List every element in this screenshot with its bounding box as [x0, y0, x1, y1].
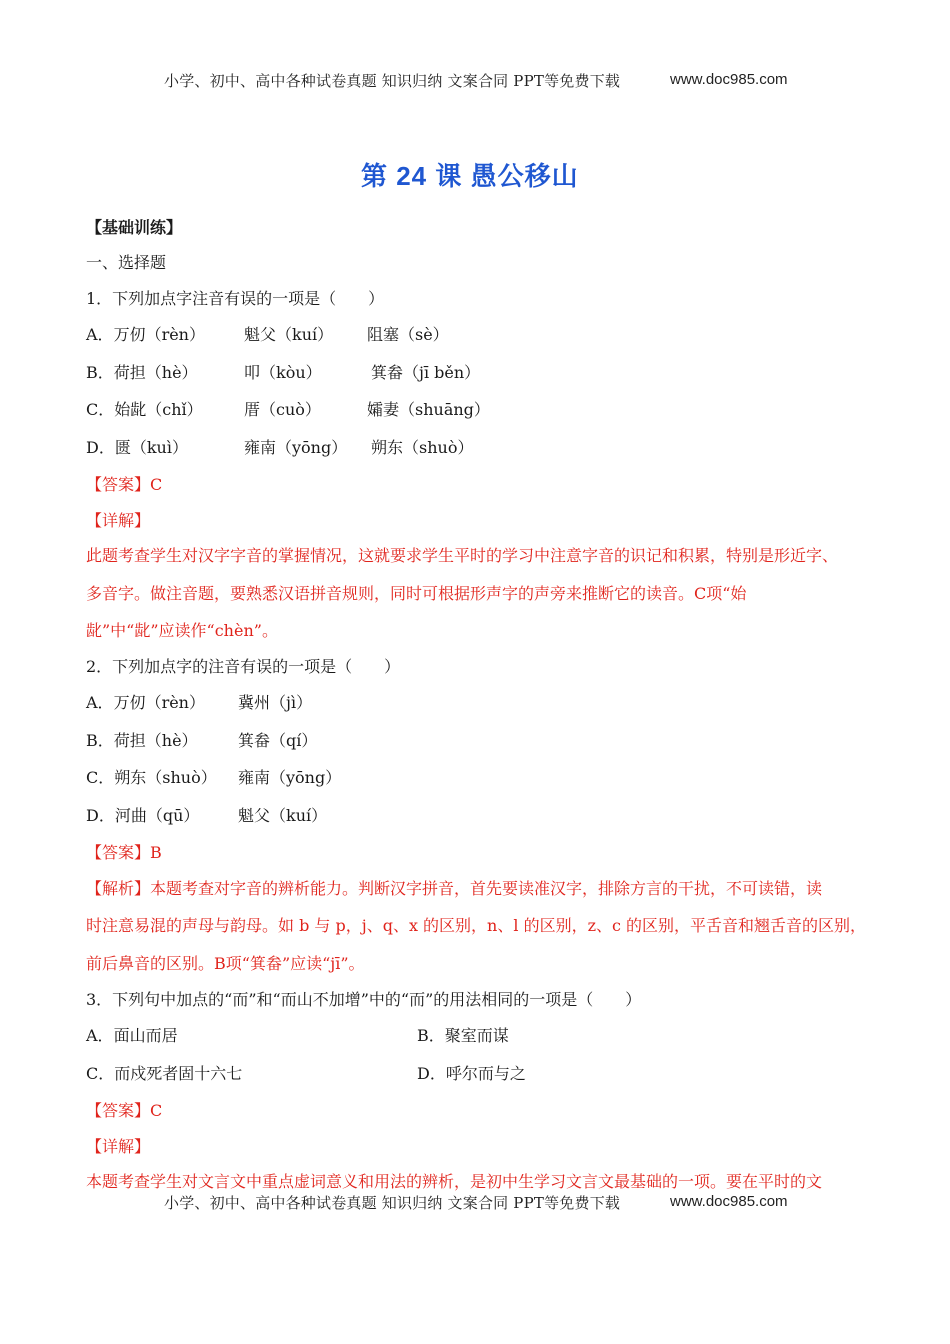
- option-label: C．: [86, 1064, 115, 1083]
- q1-detail-label: 【详解】: [86, 511, 151, 530]
- q2-option-b: [86, 728, 198, 751]
- q2-answer: [86, 840, 162, 863]
- q3-detail-label: 【详解】: [86, 1137, 151, 1156]
- answer-label: 【答案】: [86, 843, 151, 862]
- option-text: 匮（kuì）: [114, 438, 188, 457]
- answer-label: 【答案】: [86, 1101, 151, 1120]
- analysis-label: 【解析】: [86, 879, 151, 898]
- q2-explanation-3: 前后鼻音的区别。B项“箕畚”应读“jī”。: [86, 954, 365, 973]
- option-label: B．: [417, 1026, 445, 1045]
- explanation-text: 本题考查对字音的辨析能力。判断汉字拼音，首先要读准汉字，排除方言的干扰，不可读错，读: [150, 879, 823, 898]
- option-text: 万仞（rèn）: [113, 325, 205, 344]
- option-text: 朔东（shuò）: [114, 768, 217, 787]
- q1-option-a2: 魁父（kuí）: [244, 325, 334, 344]
- page-header: [164, 70, 620, 91]
- q3-option-b: [417, 1023, 509, 1046]
- option-label: A．: [86, 325, 114, 344]
- option-text: 荷担（hè）: [113, 363, 198, 382]
- option-label: B．: [86, 363, 114, 382]
- q2-stem: 2．下列加点字的注音有误的一项是（ ）: [86, 657, 401, 676]
- q1-answer: [86, 472, 162, 495]
- q1-explanation-3: 龀”中“龀”应读作“chèn”。: [86, 621, 278, 640]
- q2-option-b2: 箕畚（qí）: [238, 731, 318, 750]
- section-heading: 【基础训练】: [86, 218, 183, 237]
- q2-explanation-2: 时注意易混的声母与韵母。如 b 与 p，j、q、x 的区别，n、l 的区别，z、c 的区别，平舌音和翘舌音的区别，: [86, 916, 867, 935]
- q2-option-d: [86, 803, 199, 826]
- q1-option-b2: 叩（kòu）: [244, 363, 322, 382]
- q1-option-b: [86, 360, 198, 383]
- answer-value: B: [150, 843, 162, 862]
- q1-option-c: [86, 397, 203, 420]
- q1-option-d2: 雍南（yōng）: [244, 438, 348, 457]
- footer-text: 小学、初中、高中各种试卷真题 知识归纳 文案合同 PPT等免费下载: [164, 1194, 621, 1212]
- q1-option-a: [86, 322, 205, 345]
- option-text: 始龀（chǐ）: [114, 400, 203, 419]
- option-text: 面山而居: [113, 1026, 178, 1045]
- q2-option-d2: 魁父（kuí）: [238, 806, 328, 825]
- q1-explanation-2: 多音字。做注音题，要熟悉汉语拼音规则，同时可根据形声字的声旁来推断它的读音。C项“始: [86, 584, 747, 603]
- q3-explanation-1: 本题考查学生对文言文中重点虚词意义和用法的辨析，是初中生学习文言文最基础的一项。要在平时的文: [86, 1172, 823, 1191]
- q2-option-c: [86, 765, 217, 788]
- q3-option-a: [86, 1023, 178, 1046]
- q2-option-a: [86, 690, 205, 713]
- q2-option-c2: 雍南（yōng）: [238, 768, 342, 787]
- page-footer: [164, 1192, 620, 1213]
- lesson-title: 第 24 课 愚公移山: [361, 161, 579, 191]
- q1-option-a3: 阻塞（sè）: [367, 325, 449, 344]
- answer-value: C: [150, 475, 163, 494]
- option-label: A．: [86, 1026, 114, 1045]
- q1-option-c2: 厝（cuò）: [244, 400, 321, 419]
- q3-option-d: [417, 1061, 526, 1084]
- q1-option-c3: 孀妻（shuāng）: [367, 400, 490, 419]
- option-text: 荷担（hè）: [113, 731, 198, 750]
- option-label: C．: [86, 768, 115, 787]
- option-text: 而戍死者固十六七: [114, 1064, 243, 1083]
- header-site-link[interactable]: www.doc985.com: [670, 71, 788, 88]
- q1-option-d: [86, 435, 188, 458]
- footer-site-link[interactable]: www.doc985.com: [670, 1193, 788, 1210]
- q1-stem: 1．下列加点字注音有误的一项是（ ）: [86, 289, 385, 308]
- part-heading: 一、选择题: [86, 253, 167, 272]
- option-text: 呼尔而与之: [445, 1064, 526, 1083]
- q1-option-d3: 朔东（shuò）: [371, 438, 474, 457]
- option-label: C．: [86, 400, 115, 419]
- option-label: D．: [86, 438, 115, 457]
- option-label: D．: [417, 1064, 446, 1083]
- option-text: 河曲（qū）: [114, 806, 200, 825]
- q2-explanation-1: [86, 876, 822, 899]
- q3-stem: 3．下列句中加点的“而”和“而山不加增”中的“而”的用法相同的一项是（ ）: [86, 990, 642, 1009]
- q1-option-b3: 箕畚（jī běn）: [371, 363, 481, 382]
- answer-label: 【答案】: [86, 475, 151, 494]
- q3-option-c: [86, 1061, 242, 1084]
- option-label: D．: [86, 806, 115, 825]
- option-label: A．: [86, 693, 114, 712]
- header-text: 小学、初中、高中各种试卷真题 知识归纳 文案合同 PPT等免费下载: [164, 72, 621, 90]
- option-text: 万仞（rèn）: [113, 693, 205, 712]
- option-label: B．: [86, 731, 114, 750]
- q2-option-a2: 冀州（jì）: [238, 693, 313, 712]
- option-text: 聚室而谋: [444, 1026, 509, 1045]
- q1-explanation-1: 此题考查学生对汉字字音的掌握情况，这就要求学生平时的学习中注意字音的识记和积累，特别是形近字、: [86, 546, 839, 565]
- q3-answer: [86, 1098, 162, 1121]
- answer-value: C: [150, 1101, 163, 1120]
